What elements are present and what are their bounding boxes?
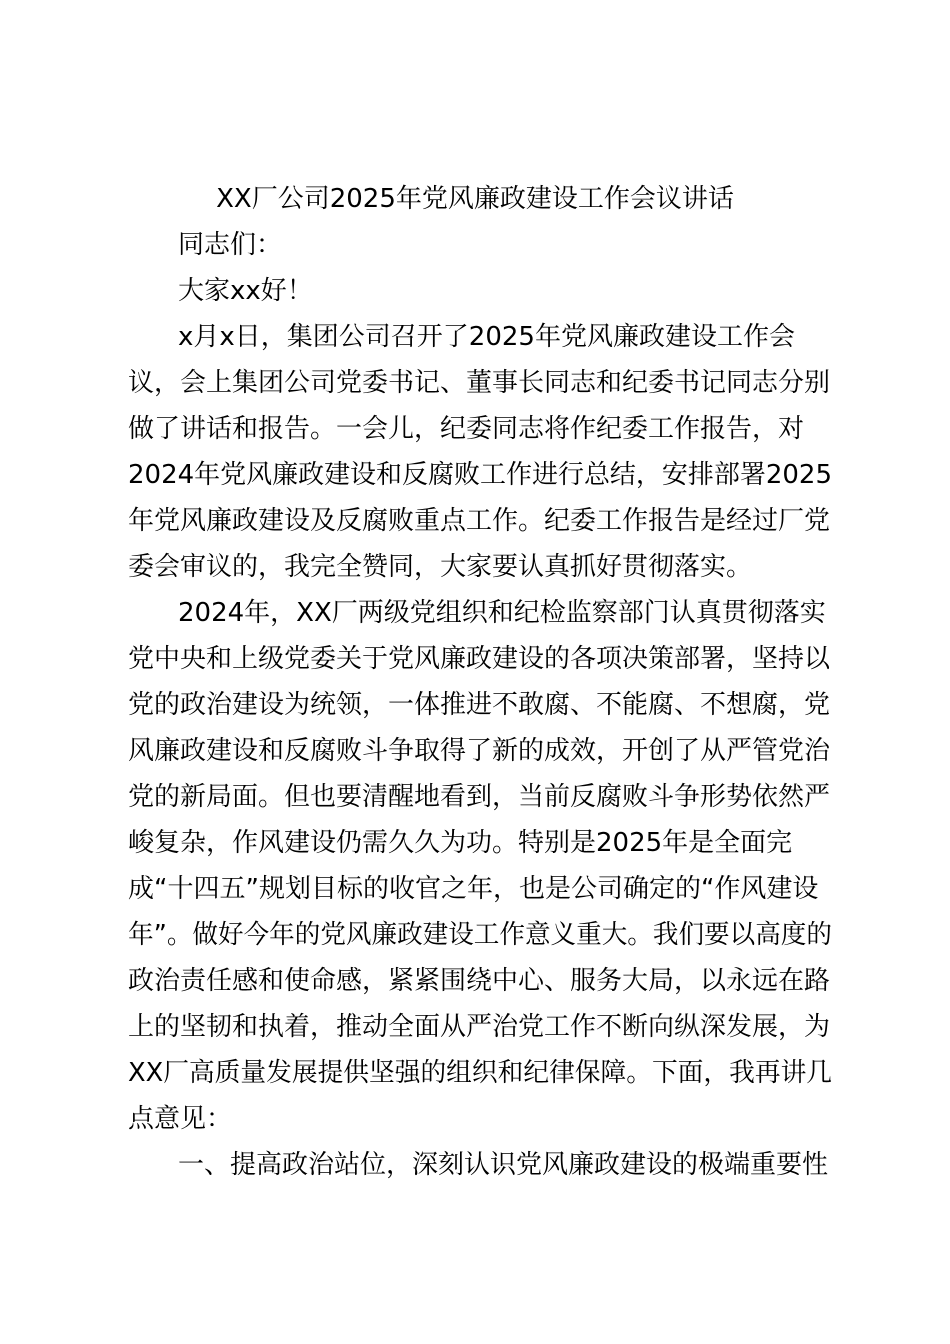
paragraph-line: 年”。做好今年的党风廉政建设工作意义重大。我们要以高度的 bbox=[128, 920, 832, 950]
paragraph-line: 党中央和上级党委关于党风廉政建设的各项决策部署，坚持以 bbox=[128, 644, 831, 674]
paragraph-line: 上的坚韧和执着，推动全面从严治党工作不断向纵深发展，为 bbox=[128, 1012, 831, 1042]
paragraph-line: 点意见： bbox=[128, 1104, 233, 1134]
paragraph-line: 风廉政建设和反腐败斗争取得了新的成效，开创了从严管党治 bbox=[128, 736, 831, 766]
paragraph-line: 党的新局面。但也要清醒地看到，当前反腐败斗争形势依然严 bbox=[128, 782, 831, 812]
paragraph-line: 年党风廉政建设及反腐败重点工作。纪委工作报告是经过厂党 bbox=[128, 506, 831, 536]
paragraph-line: 成“十四五”规划目标的收官之年，也是公司确定的“作风建设 bbox=[128, 874, 819, 904]
salutation: 同志们： bbox=[178, 230, 283, 260]
paragraph-line: 2024年党风廉政建设和反腐败工作进行总结，安排部署2025 bbox=[128, 460, 832, 490]
paragraph-line: 峻复杂，作风建设仍需久久为功。特别是2025年是全面完 bbox=[128, 828, 793, 858]
section-heading: 一、提高政治站位，深刻认识党风廉政建设的极端重要性 bbox=[178, 1150, 829, 1180]
paragraph-line: x月x日，集团公司召开了2025年党风廉政建设工作会 bbox=[178, 322, 795, 352]
paragraph-line: 党的政治建设为统领，一体推进不敢腐、不能腐、不想腐，党 bbox=[128, 690, 831, 720]
paragraph-line: XX厂高质量发展提供坚强的组织和纪律保障。下面，我再讲几 bbox=[128, 1058, 833, 1088]
paragraph-line: 委会审议的，我完全赞同，大家要认真抓好贯彻落实。 bbox=[128, 552, 753, 582]
document-title: XX厂公司2025年党风廉政建设工作会议讲话 bbox=[216, 184, 734, 214]
paragraph-line: 议，会上集团公司党委书记、董事长同志和纪委书记同志分别 bbox=[128, 368, 831, 398]
greeting: 大家xx好！ bbox=[178, 276, 313, 306]
paragraph-line: 做了讲话和报告。一会儿，纪委同志将作纪委工作报告，对 bbox=[128, 414, 805, 444]
paragraph-line: 政治责任感和使命感，紧紧围绕中心、服务大局，以永远在路 bbox=[128, 966, 831, 996]
paragraph-line: 2024年，XX厂两级党组织和纪检监察部门认真贯彻落实 bbox=[178, 598, 826, 628]
